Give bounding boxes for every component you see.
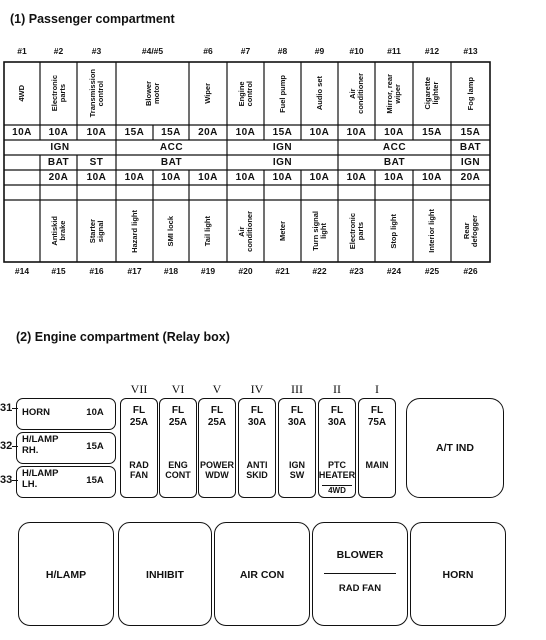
bottom-fuse-amp: 20A — [460, 172, 481, 183]
bottom-fuse-number: #22 — [312, 266, 327, 276]
top-fuse-number: #13 — [463, 46, 478, 56]
bottom-fuse-number: #25 — [424, 266, 440, 276]
top-fuse-label — [376, 64, 412, 123]
top-fuse-amp: 20A — [198, 127, 218, 138]
bottom-fuse-label-label: Interior light — [427, 209, 437, 253]
bottom-fuse-label-label: Tail light — [203, 215, 213, 247]
bottom-fuse-label — [117, 202, 152, 260]
fusible-link-name: ENG CONT — [165, 460, 191, 481]
power-source: IGN — [50, 142, 70, 153]
passenger-title: (1) Passenger compartment — [10, 12, 175, 26]
top-fuse-number: #3 — [91, 46, 102, 56]
top-fuse-label — [5, 64, 39, 123]
power-source: BAT — [383, 157, 406, 168]
bottom-fuse-number: #15 — [51, 266, 66, 276]
fuse-name: H/LAMP RH. — [22, 434, 59, 456]
fusible-link-name: POWER WDW — [199, 460, 234, 481]
bottom-fuse-amp: 10A — [161, 172, 181, 183]
bottom-fuse-label — [376, 202, 412, 260]
top-fuse-amp: 10A — [384, 127, 404, 138]
bottom-fuse-amp: 10A — [198, 172, 218, 183]
fusible-link-name: ANTI SKID — [246, 460, 268, 481]
bottom-fuse-label — [265, 202, 300, 260]
top-fuse-amp: 10A — [235, 127, 256, 138]
top-fuse-label-label: Blower motor — [143, 80, 161, 106]
top-fuse-number: #1 — [17, 46, 27, 56]
top-fuse-number: #8 — [277, 46, 288, 56]
power-source: BAT — [47, 157, 70, 168]
top-fuse-amp: 15A — [124, 127, 145, 138]
top-fuse-label — [414, 64, 450, 123]
bottom-fuse-amp: 10A — [86, 172, 107, 183]
top-fuse-label-label: Mirror, rear wiper — [385, 73, 402, 114]
engine-title: (2) Engine compartment (Relay box) — [16, 330, 230, 344]
bottom-fuse-label — [190, 202, 226, 260]
relay-label: RAD FAN — [338, 583, 382, 594]
top-fuse-label-label: 4WD — [17, 85, 27, 102]
top-fuse-amp: 10A — [12, 127, 32, 138]
bottom-fuse-label-label: Meter — [277, 220, 287, 241]
bottom-fuse-label-label: Antiskid brake — [49, 216, 67, 246]
top-fuse-label — [190, 64, 226, 123]
top-fuse-number: #6 — [203, 46, 213, 56]
bottom-fuse-number: #14 — [14, 266, 30, 276]
top-fuse-number: #12 — [424, 46, 440, 56]
top-fuse-label-label: Air conditioner — [347, 73, 365, 114]
power-source: IGN — [272, 157, 293, 168]
fuse-position-number: 32 — [0, 440, 13, 452]
bottom-fuse-label-label: Rear defogger — [461, 214, 479, 248]
bottom-fuse-label — [414, 202, 450, 260]
leader-line — [12, 446, 18, 447]
bottom-fuse-number: #23 — [349, 266, 364, 276]
leader-line — [12, 408, 18, 409]
fusible-link-index: VII — [130, 382, 148, 396]
top-fuse-label — [265, 64, 300, 123]
bottom-fuse-label — [228, 202, 263, 260]
relay-label: H/LAMP — [45, 569, 87, 581]
top-fuse-amp: 15A — [161, 127, 181, 138]
top-fuse-label-label: Wiper — [203, 83, 213, 104]
bottom-fuse-amp: 10A — [422, 172, 442, 183]
fusible-link-rating: FL 30A — [327, 405, 347, 428]
top-fuse-label — [452, 64, 489, 123]
fuse-position-number: 33 — [0, 474, 13, 486]
top-fuse-amp: 15A — [272, 127, 293, 138]
power-source: ST — [89, 157, 104, 168]
bottom-fuse-label-label: Hazard light — [129, 209, 139, 253]
fuse-amp: 15A — [86, 475, 104, 486]
bottom-fuse-label — [78, 202, 115, 260]
bottom-fuse-number: #17 — [127, 266, 142, 276]
top-fuse-label — [339, 64, 374, 123]
fuse-name: HORN — [22, 407, 50, 418]
at-ind-label: A/T IND — [436, 442, 474, 454]
bottom-fuse-number: #16 — [89, 266, 104, 276]
bottom-fuse-number: #24 — [386, 266, 402, 276]
power-source: ACC — [159, 142, 184, 153]
top-fuse-amp: 10A — [346, 127, 367, 138]
fusible-link-name: IGN SW — [288, 460, 305, 481]
fusible-link-rating: FL 30A — [287, 405, 307, 428]
bottom-fuse-label-label: Starter signal — [87, 218, 105, 244]
top-fuse-amp: 15A — [422, 127, 442, 138]
top-fuse-number: #11 — [387, 46, 401, 56]
divider — [324, 573, 396, 574]
bottom-fuse-amp: 10A — [309, 172, 330, 183]
relay-label: BLOWER — [336, 549, 384, 561]
fuse-amp: 10A — [86, 407, 104, 418]
leader-line — [12, 480, 18, 481]
bottom-fuse-number: #21 — [275, 266, 290, 276]
bottom-fuse-label — [452, 202, 489, 260]
top-fuse-amp: 10A — [48, 127, 69, 138]
power-source: IGN — [460, 157, 481, 168]
top-fuse-number: #9 — [314, 46, 325, 56]
relay-label: AIR CON — [239, 569, 285, 581]
power-source: ACC — [382, 142, 407, 153]
fusible-link-rating: FL 25A — [129, 405, 149, 428]
top-fuse-label — [117, 64, 188, 123]
top-fuse-label — [78, 64, 115, 123]
fusible-link-rating: FL 75A — [367, 405, 387, 428]
fusible-link-index: VI — [171, 382, 185, 396]
top-fuse-label-label: Transmission control — [87, 69, 105, 118]
bottom-fuse-number: #20 — [238, 266, 253, 276]
fusible-link-index: II — [333, 382, 341, 396]
fusible-link-rating: FL 30A — [247, 405, 267, 428]
power-source: BAT — [459, 142, 482, 153]
fusible-link-index: V — [212, 382, 222, 396]
bottom-fuse-amp: 10A — [384, 172, 404, 183]
fusible-link-name: MAIN — [365, 460, 389, 470]
bottom-fuse-label — [339, 202, 374, 260]
top-fuse-label-label: Cigarette lighter — [423, 77, 440, 110]
top-fuse-label-label: Fog lamp — [465, 76, 475, 111]
bottom-fuse-amp: 10A — [346, 172, 367, 183]
top-fuse-label-label: Engine control — [236, 80, 254, 107]
fusible-link-index: IV — [250, 382, 264, 396]
fusible-link-rating: FL 25A — [168, 405, 188, 428]
fuse-position-number: 31 — [0, 402, 13, 414]
top-fuse-label — [41, 64, 76, 123]
bottom-fuse-amp: 20A — [48, 172, 69, 183]
bottom-fuse-label-label: Stop light — [389, 213, 399, 249]
fusible-link-name: RAD FAN — [129, 460, 149, 481]
fuse-amp: 15A — [86, 441, 104, 452]
bottom-fuse-label — [41, 202, 76, 260]
bottom-fuse-label-label: Turn signal light — [310, 211, 328, 251]
top-fuse-amp: 10A — [86, 127, 107, 138]
power-source: BAT — [160, 157, 183, 168]
top-fuse-label-label: Electronic parts — [49, 75, 67, 112]
fusible-link-rating: FL 25A — [207, 405, 227, 428]
bottom-fuse-label-label: Air conditioner — [236, 210, 254, 252]
top-fuse-amp: 15A — [460, 127, 481, 138]
top-fuse-label-label: Audio set — [314, 76, 324, 111]
bottom-fuse-amp: 10A — [272, 172, 293, 183]
fuse-name: H/LAMP LH. — [22, 468, 59, 490]
bottom-fuse-number: #19 — [200, 266, 216, 276]
fusible-link-sub: 4WD — [328, 486, 346, 495]
relay-label: INHIBIT — [146, 569, 184, 581]
bottom-fuse-number: #18 — [163, 266, 179, 276]
fusible-link-index: I — [375, 382, 379, 396]
bottom-fuse-label-label: Electronic parts — [347, 212, 365, 250]
bottom-fuse-amp: 10A — [124, 172, 145, 183]
top-fuse-label — [228, 64, 263, 123]
bottom-fuse-number: #26 — [463, 266, 478, 276]
bottom-fuse-label-label: SMI lock — [166, 215, 176, 247]
relay-label: HORN — [442, 569, 474, 581]
bottom-fuse-label — [154, 202, 188, 260]
top-fuse-number: #4/#5 — [141, 46, 164, 56]
top-fuse-number: #2 — [53, 46, 64, 56]
top-fuse-amp: 10A — [309, 127, 330, 138]
top-fuse-label-label: Fuel pump — [277, 74, 287, 113]
top-fuse-label — [302, 64, 337, 123]
top-fuse-number: #7 — [240, 46, 251, 56]
power-source: IGN — [272, 142, 293, 153]
bottom-fuse-amp: 10A — [235, 172, 256, 183]
fusible-link-name: PTC HEATER — [318, 460, 356, 481]
fusible-link-index: III — [291, 382, 303, 396]
top-fuse-number: #10 — [349, 46, 364, 56]
bottom-fuse-label — [302, 202, 337, 260]
